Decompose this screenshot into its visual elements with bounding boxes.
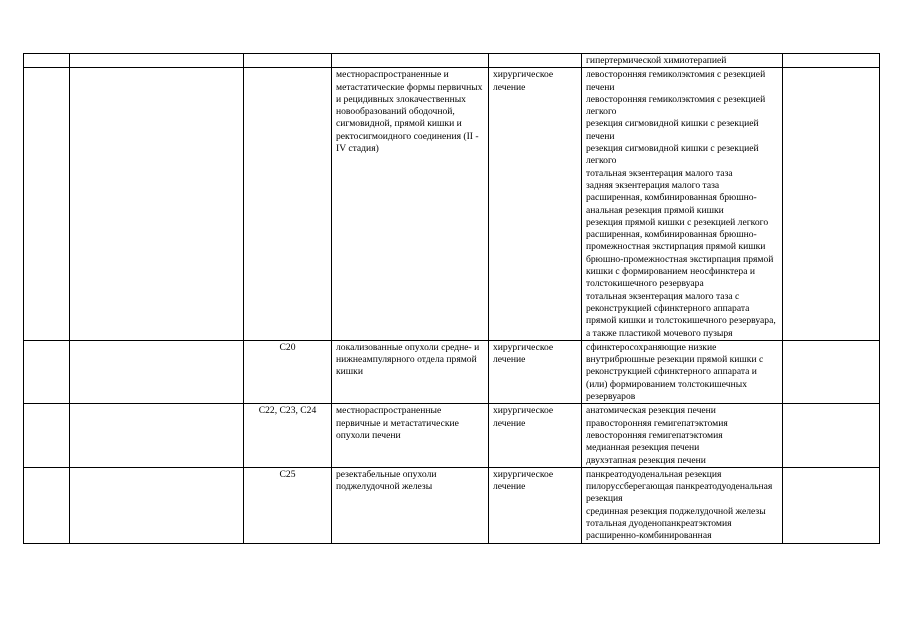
profile-name-cell [70,54,244,68]
treatment-method: резекция прямой кишки с резекцией легкого [586,216,769,228]
treatment-methods-cell [582,404,783,467]
icd-code-cell: C22, C23, C24 [244,404,332,467]
treatment-method: левосторонняя гемигепатэктомия [586,429,723,441]
patient-model-cell [332,54,489,68]
treatment-type-cell: хирургическое лечение [489,404,582,467]
treatment-method: панкреатодуоденальная резекция [586,468,722,480]
profile-name-cell [70,404,244,467]
treatment-method: пилоруссберегающая панкреатодуоденальная резекция [586,481,773,505]
treatment-method: резекция сигмовидной кишки с резекцией печени [586,118,759,142]
treatment-type-cell: хирургическое лечение [489,340,582,403]
treatment-method: левосторонняя гемиколэктомия с резекцией печени [586,69,766,93]
treatment-methods-cell [582,68,783,341]
row-number-cell [24,68,70,341]
profile-name-cell [70,467,244,543]
treatment-method: тотальная экзентерация малого таза с реконструкцией сфинктерного аппарата прямой кишки и толстокишечного резервуара, а также пластикой мочевого пузыря [586,290,776,339]
treatment-method: гипертермической химиотерапией [586,55,727,66]
patient-model-cell: резектабельные опухоли поджелудочной железы [332,467,489,543]
treatment-method: задняя экзентерация малого таза [586,179,720,191]
treatment-method: срединная резекция поджелудочной железы [586,505,766,517]
profile-name-cell [70,68,244,341]
treatment-method: расширенно-комбинированная [586,530,712,542]
treatment-table [23,53,880,544]
row-number-cell [24,467,70,543]
icd-code-cell [244,68,332,341]
treatment-type-cell [489,54,582,68]
profile-name-cell [70,340,244,403]
treatment-method: двухэтапная резекция печени [586,454,706,466]
patient-model-cell: локализованные опухоли средне- и нижнеампулярного отдела прямой кишки [332,340,489,403]
table-row [24,404,880,467]
treatment-methods-cell [582,467,783,543]
norm-cell [783,340,880,403]
icd-code-cell: C20 [244,340,332,403]
treatment-method: анатомическая резекция печени [586,405,716,417]
table-row [24,467,880,543]
patient-model-cell: местнораспространенные и метастатические формы первичных и рецидивных злокачественных новообразований ободочной, сигмовидной, прямой кишки и ректосигмоидного соединения (II - IV стадия) [332,68,489,341]
treatment-method: расширенная, комбинированная брюшно-промежностная экстирпация прямой кишки [586,229,766,253]
treatment-method: резекция сигмовидной кишки с резекцией легкого [586,143,759,167]
treatment-method: сфинктеросохраняющие низкие внутрибрюшные резекции прямой кишки с реконструкцией сфинктерного аппарата и (или) формированием толстокишечных резервуаров [586,341,764,403]
row-number-cell [24,54,70,68]
norm-cell [783,54,880,68]
norm-cell [783,68,880,341]
row-number-cell [24,340,70,403]
treatment-type-cell: хирургическое лечение [489,467,582,543]
table-row [24,340,880,403]
treatment-methods-cell [582,340,783,403]
treatment-method: тотальная экзентерация малого таза [586,167,733,179]
icd-code-cell [244,54,332,68]
treatment-method: правосторонняя гемигепатэктомия [586,417,728,429]
treatment-type-cell: хирургическое лечение [489,68,582,341]
table-body [24,54,880,544]
treatment-method: расширенная, комбинированная брюшно-анальная резекция прямой кишки [586,192,757,216]
treatment-methods-cell [582,54,783,68]
table-row [24,68,880,341]
patient-model-cell: местнораспространенные первичные и метастатические опухоли печени [332,404,489,467]
treatment-method: левосторонняя гемиколэктомия с резекцией легкого [586,93,766,118]
treatment-method: тотальная дуоденопанкреатэктомия [586,517,732,529]
icd-code-cell: C25 [244,467,332,543]
table-row [24,54,880,68]
norm-cell [783,467,880,543]
treatment-method: медианная резекция печени [586,442,700,454]
norm-cell [783,404,880,467]
row-number-cell [24,404,70,467]
treatment-method: брюшно-промежностная экстирпация прямой кишки с формированием неосфинктера и толстокишечного резервуара [586,253,774,290]
